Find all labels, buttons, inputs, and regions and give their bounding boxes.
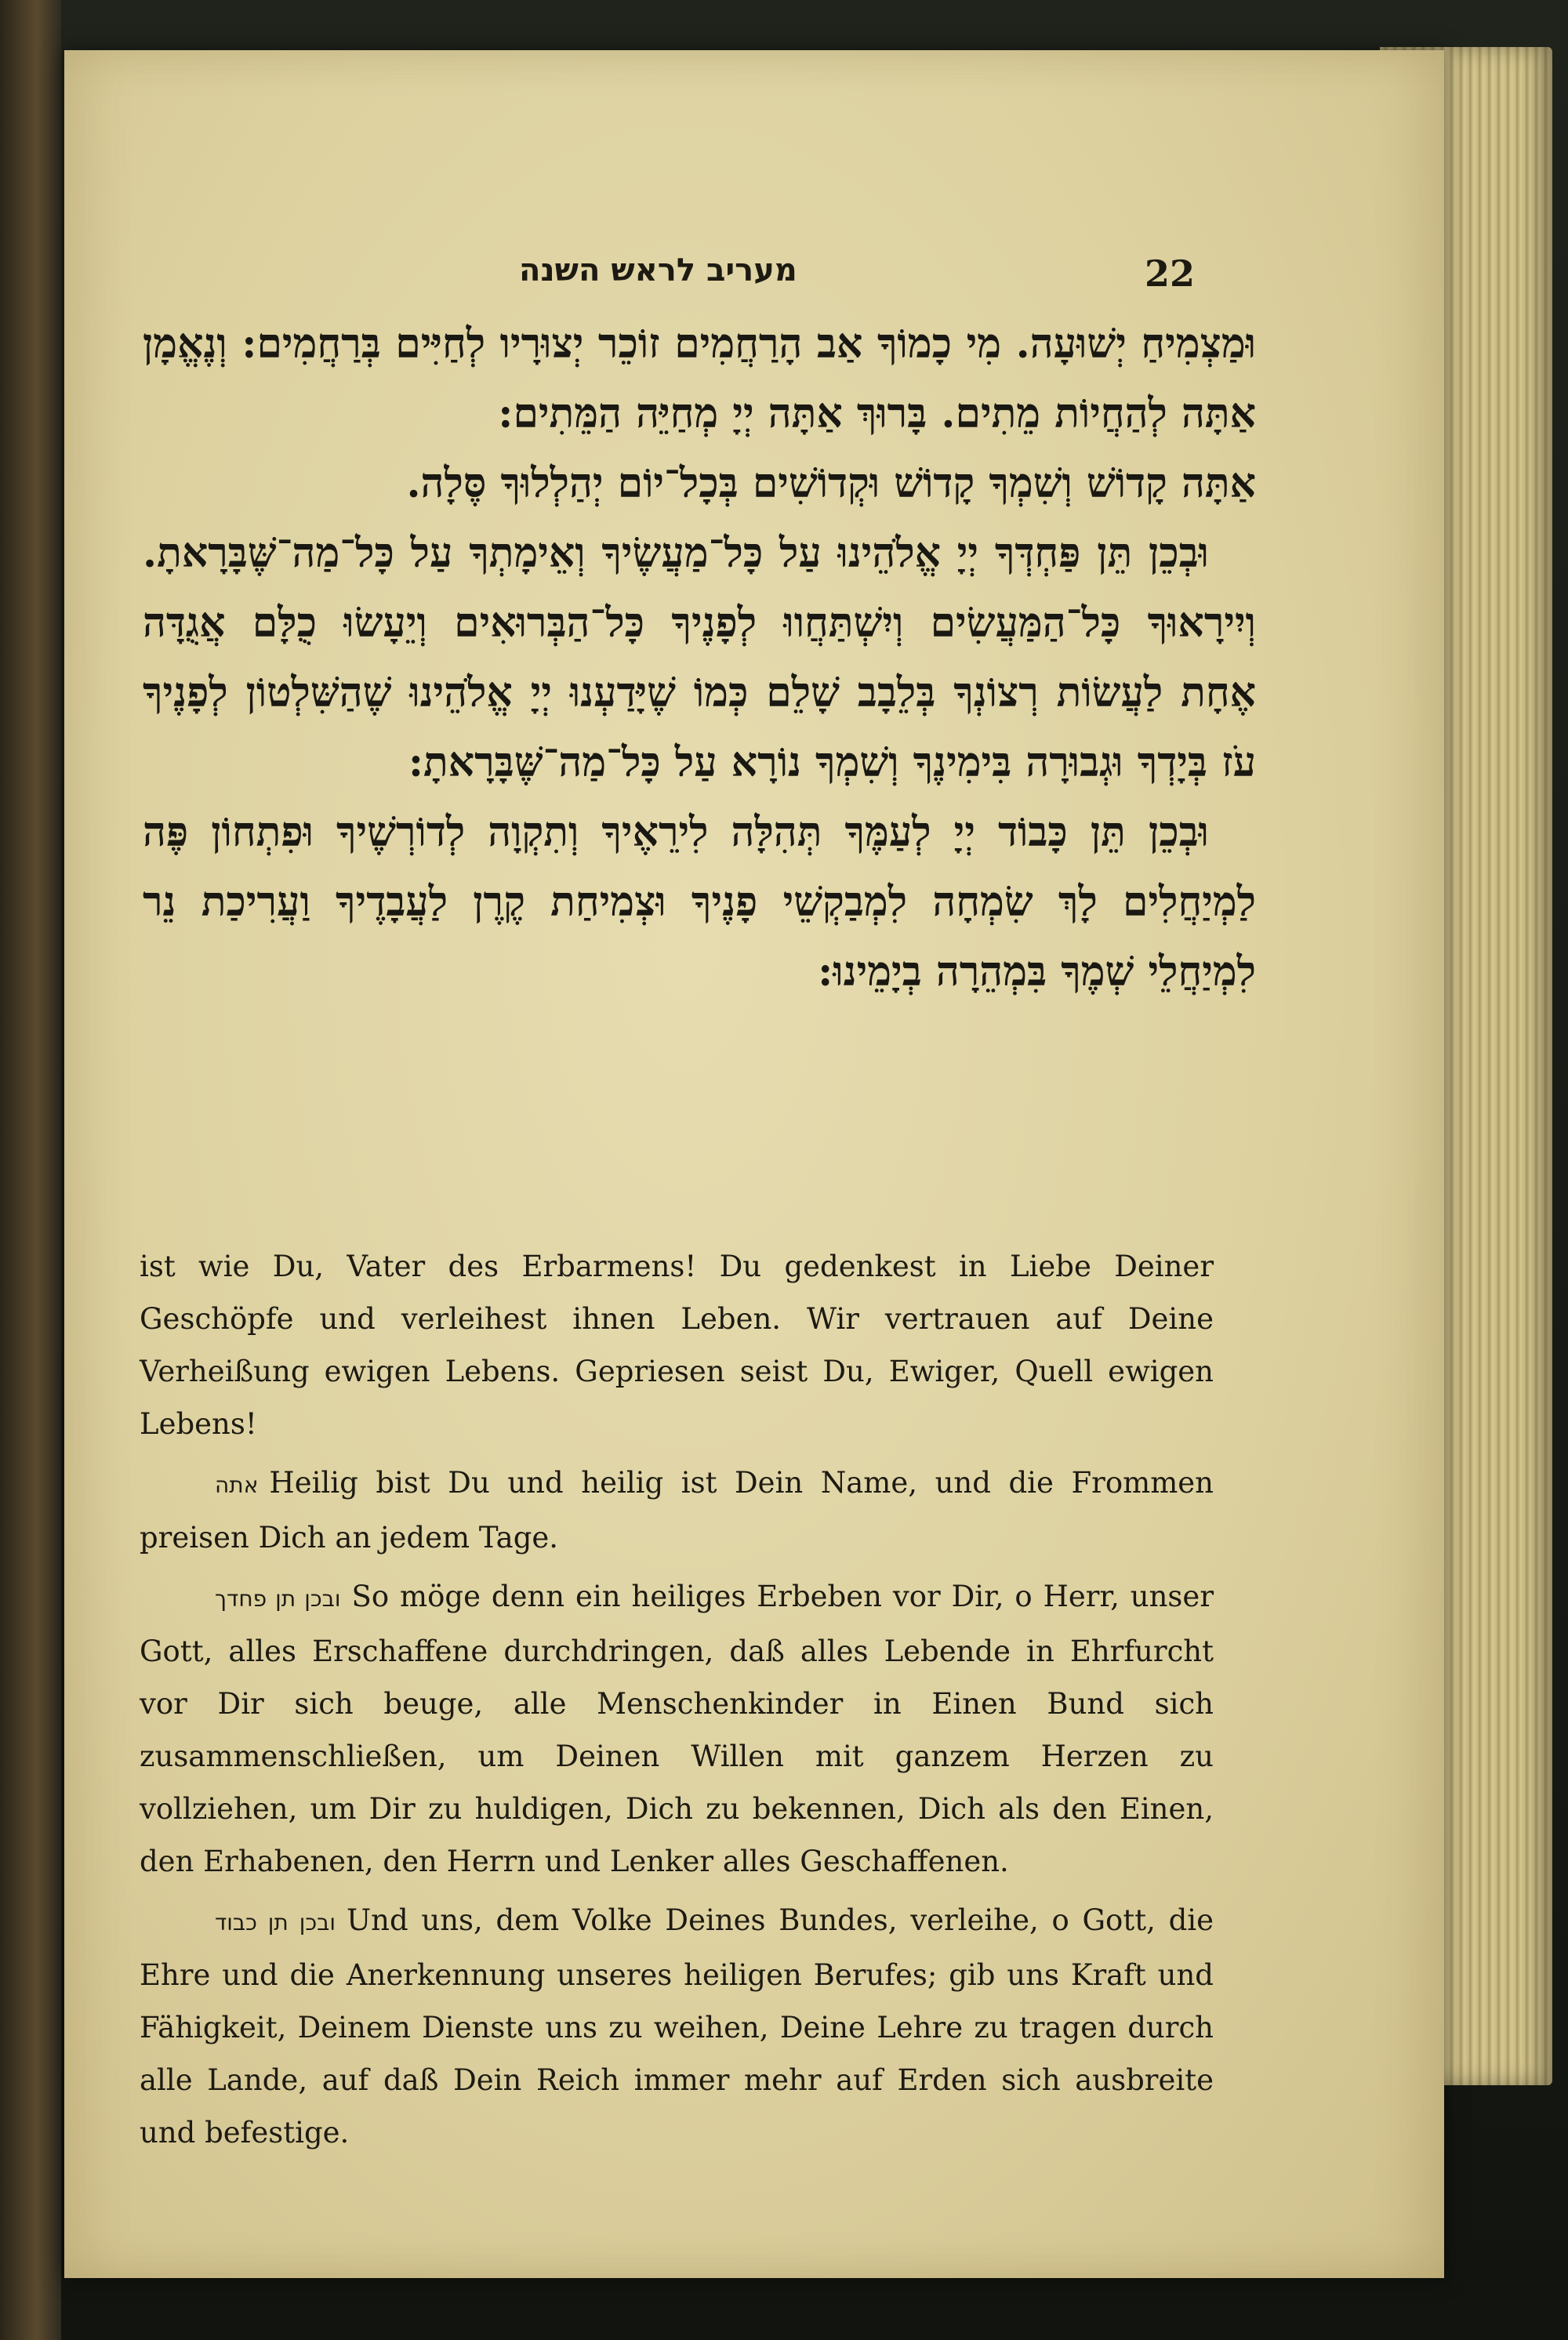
hebrew-paragraph-1: וּמַצְמִיחַ יְשׁוּעָה. מִי כָמוֹךָ אַב הָרַחֲמִים זוֹכֵר יְצוּרָיו לְחַיִּים בְּרַחֲמִים: וְנֶאֱמָן אַתָּה לְהַחֲיוֹת מֵתִים. בָּרוּךְ אַתָּה יְיָ מְחַיֵּה הַמֵּתִים: [143,320,1257,437]
hebrew-paragraph-4: וּבְכֵן תֵּן כָּבוֹד יְיָ לְעַמֶּךָ תְּהִלָּה לִירֵאֶיךָ וְתִקְוָה לְדוֹרְשֶׁיךָ וּפִתְחוֹן פֶּה לַמְיַחֲלִים לָךְ שִׂמְחָה לִמְבַקְשֵׁי פָנֶיךָ וּצְמִיחַת קֶרֶן לַעֲבָדֶיךָ וַעֲרִיכַת נֵר לִמְיַחֲלֵי שְׁמֶךָ בִּמְהֵרָה בְיָמֵינוּ: [143,808,1256,996]
running-title: מעריב לראש השנה [519,252,797,288]
german-paragraph-4 [140,1894,1214,2159]
running-head [64,252,1444,315]
hebrew-cue-uvchen-kavod: ובכן תן כבוד [215,1910,336,1935]
page-number: 22 [1145,252,1196,295]
hebrew-paragraph-3: וּבְכֵן תֵּן פַּחְדְּךָ יְיָ אֱלֹהֵינוּ עַל כָּל־מַעֲשֶׂיךָ וְאֵימָתְךָ עַל כָּל־מַה־שֶּׁבָּרָאתָ. וְיִירָאוּךָ כָּל־הַמַּעֲשִׂים וְיִשְׁתַּחֲווּ לְפָנֶיךָ כָּל־הַבְּרוּאִים וְיֵעָשׂוּ כֻלָּם אֲגֻדָּה אֶחָת לַעֲשׂוֹת רְצוֹנְךָ בְּלֵבָב שָׁלֵם כְּמוֹ שֶׁיָּדַעְנוּ יְיָ אֱלֹהֵינוּ שֶׁהַשִּׁלְטוֹן לְפָנֶיךָ עֹז בְּיָדְךָ וּגְבוּרָה בִּימִינֶךָ וְשִׁמְךָ נוֹרָא עַל כָּל־מַה־שֶּׁבָּרָאתָ: [143,529,1256,786]
german-paragraph-2-text: Heilig bist Du und heilig ist Dein Name, und die Frommen preisen Dich an jedem Tage. [140,1466,1214,1555]
facing-page-edge [0,0,61,2340]
hebrew-cue-ata: אתה [215,1472,259,1498]
german-paragraph-3 [140,1570,1214,1888]
german-paragraph-1: ist wie Du, Vater des Erbarmens! Du gedenkest in Liebe Deiner Geschöpfe und verleihest ihnen Leben. Wir vertrauen auf Deine Verheißung ewigen Lebens. Gepriesen seist Du, Ewiger, Quell ewigen Lebens! [140,1250,1214,1441]
german-paragraph-3-text: So möge denn ein heiliges Erbeben vor Dir, o Herr, unser Gott, alles Erschaffene durchdringen, daß alles Lebende in Ehrfurcht vor Dir sich beuge, alle Menschenkinder in Einen Bund sich zusammenschließen, um Deinen Willen mit ganzem Herzen zu vollziehen, um Dir zu huldigen, Dich zu bekennen, Dich als den Einen, den Erhabenen, den Herrn und Lenker alles Geschaffenen. [140,1580,1214,1878]
hebrew-text-block [143,309,1256,1007]
german-paragraph-4-text: Und uns, dem Volke Deines Bundes, verleihe, o Gott, die Ehre und die Anerkennung unseres heiligen Berufes; gib uns Kraft und Fähigkeit, Deinem Dienste uns zu weihen, Deine Lehre zu tragen durch alle Lande, auf daß Dein Reich immer mehr auf Erden sich ausbreite und befestige. [140,1903,1214,2150]
book-page [64,50,1444,2278]
hebrew-cue-uvchen-pachdecha: ובכן תן פחדך [215,1586,341,1612]
german-paragraph-2 [140,1457,1214,1564]
hebrew-paragraph-2: אַתָּה קָדוֹשׁ וְשִׁמְךָ קָדוֹשׁ וּקְדוֹשִׁים בְּכָל־יוֹם יְהַלְלוּךָ סֶּלָה. [406,459,1256,507]
german-translation-block [140,1240,1214,2165]
